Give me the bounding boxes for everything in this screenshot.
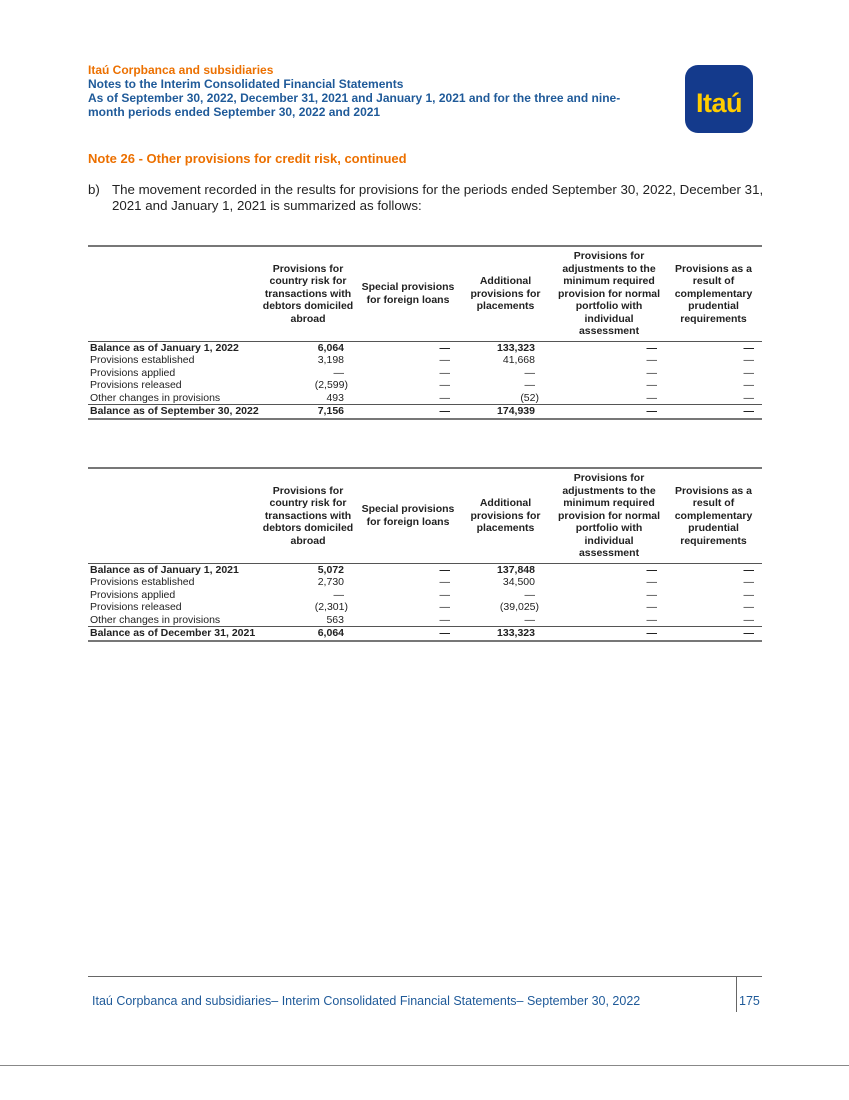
table-row: Other changes in provisions 493 — (52) — — <box>90 391 754 404</box>
header-spacer <box>88 247 258 341</box>
col-country-risk: Provisions for country risk for transactions with debtors domiciled abroad <box>262 484 354 547</box>
intro-paragraph <box>88 182 768 214</box>
table-row: Provisions established 3,198 — 41,668 — — <box>90 354 754 366</box>
header-subtitle: Notes to the Interim Consolidated Financial Statements <box>88 77 404 91</box>
table-row: Provisions established 2,730 — 34,500 — — <box>90 576 754 588</box>
table-row: Provisions applied — — — — — <box>90 366 754 379</box>
paragraph-text: The movement recorded in the results for provisions for the periods ended September 30, 2022, December 31, 2021 and January 1, 2021 is summarized as follows: <box>112 182 764 213</box>
col-additional-provisions: Additional provisions for placements <box>470 275 541 312</box>
col-minimum-adjustments: Provisions for adjustments to the minimum required provision for normal portfolio with individual assessment <box>557 250 661 337</box>
page-number: 175 <box>739 994 760 1008</box>
company-name: Itaú Corpbanca and subsidiaries <box>88 63 274 77</box>
footer-divider <box>88 976 762 977</box>
table-row: Balance as of September 30, 2022 7,156 — 174,939 — — <box>88 405 762 419</box>
paragraph-label: b) <box>88 182 100 197</box>
table-row: Provisions applied — — — — — <box>90 588 754 601</box>
col-minimum-adjustments: Provisions for adjustments to the minimum required provision for normal portfolio with individual assessment <box>557 472 661 559</box>
table-row: Other changes in provisions 563 — — — — <box>90 613 754 626</box>
note-title: Note 26 - Other provisions for credit risk, continued <box>88 151 407 166</box>
col-special-provisions: Special provisions for foreign loans <box>361 281 455 306</box>
header-period-line1: As of September 30, 2022, December 31, 2021 and January 1, 2021 and for the three and nine- <box>88 91 621 105</box>
col-country-risk: Provisions for country risk for transactions with debtors domiciled abroad <box>262 262 354 325</box>
logo-text: Itaú <box>695 87 742 118</box>
table-row: Balance as of December 31, 2021 6,064 — 133,323 — — <box>88 627 762 641</box>
col-prudential: Provisions as a result of complementary prudential requirements <box>674 484 753 547</box>
table-row: Provisions released (2,301) — (39,025) — — <box>90 601 754 613</box>
header-period-line2: month periods ended September 30, 2022 and 2021 <box>88 105 381 119</box>
footer-page-separator <box>736 977 737 1012</box>
col-additional-provisions: Additional provisions for placements <box>470 497 541 534</box>
provisions-table-2021 <box>88 467 762 642</box>
col-special-provisions: Special provisions for foreign loans <box>361 503 455 528</box>
footer-text: Itaú Corpbanca and subsidiaries– Interim Consolidated Financial Statements– September 30, 2022 <box>92 994 641 1008</box>
table-row: Provisions released (2,599) — — — — <box>90 379 754 391</box>
page-bottom-rule <box>0 1065 849 1066</box>
document-header <box>88 63 620 119</box>
table-row: Balance as of January 1, 2021 5,072 — 137,848 — — <box>88 563 762 576</box>
provisions-table-2022 <box>88 245 762 420</box>
table-row: Balance as of January 1, 2022 6,064 — 133,323 — — <box>88 341 762 354</box>
itau-logo <box>685 65 753 133</box>
col-prudential: Provisions as a result of complementary prudential requirements <box>674 262 753 325</box>
header-spacer <box>88 469 258 563</box>
